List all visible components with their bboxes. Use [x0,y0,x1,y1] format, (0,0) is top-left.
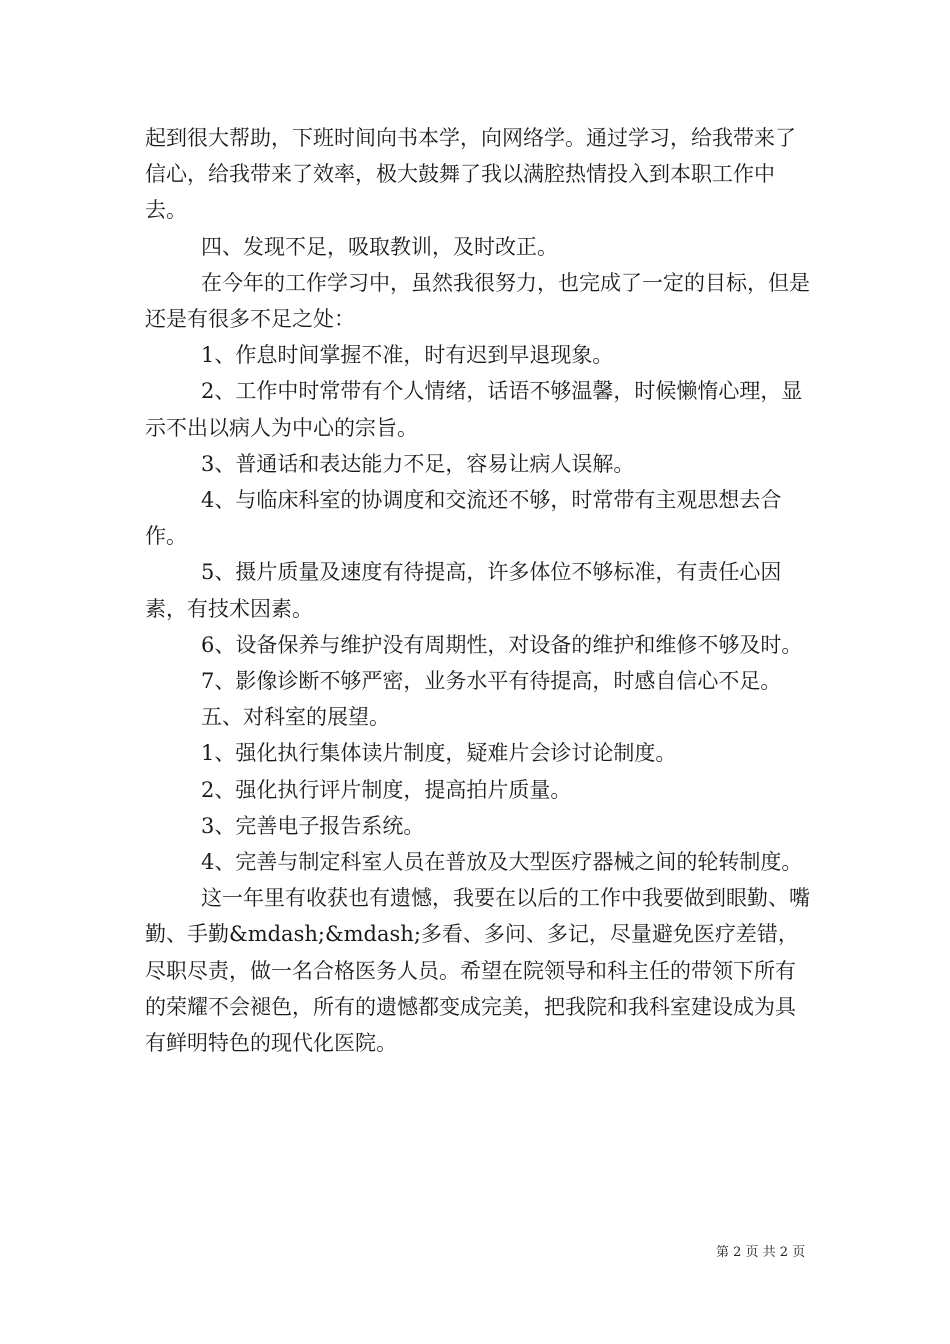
list-item-outlook-2: 2、强化执行评片制度，提高拍片质量。 [201,777,572,802]
list-item-shortcoming-4: 4、与临床科室的协调度和交流还不够，时常带有主观思想去合作。 [145,488,782,549]
section-heading-4: 四、发现不足，吸取教训，及时改正。 [201,234,558,259]
list-item-shortcoming-5: 5、摄片质量及速度有待提高，许多体位不够标准，有责任心因素，有技术因素。 [145,560,782,621]
paragraph-closing: 这一年里有收获也有遗憾，我要在以后的工作中我要做到眼勤、嘴勤、手勤&mdash;&mdash;多看、多问、多记，尽量避免医疗差错，尽职尽责，做一名合格医务人员。希望在院领导和科主任的带领下所有的荣耀不会褪色，所有的遗憾都变成完美，把我院和我科室建设成为具有鲜明特色的现代化医院。 [145,886,810,1056]
list-item-shortcoming-6: 6、设备保养与维护没有周期性，对设备的维护和维修不够及时。 [201,632,803,657]
list-item-shortcoming-2: 2、工作中时常带有个人情绪，话语不够温馨，时候懒惰心理，显示不出以病人为中心的宗旨。 [145,379,803,440]
list-item-shortcoming-3: 3、普通话和表达能力不足，容易让病人误解。 [201,451,635,476]
section-heading-5: 五、对科室的展望。 [201,705,390,730]
document-body [145,120,810,1061]
list-item-outlook-1: 1、强化执行集体读片制度，疑难片会诊讨论制度。 [201,741,677,766]
list-item-shortcoming-7: 7、影像诊断不够严密，业务水平有待提高，时感自信心不足。 [201,669,782,694]
paragraph-shortcomings-intro: 在今年的工作学习中，虽然我很努力，也完成了一定的目标，但是还是有很多不足之处： [145,270,810,332]
paragraph-continuation: 起到很大帮助，下班时间向书本学，向网络学。通过学习，给我带来了信心，给我带来了效率，极大鼓舞了我以满腔热情投入到本职工作中去。 [145,126,796,223]
list-item-outlook-3: 3、完善电子报告系统。 [201,813,425,838]
page-number-footer: 第 2 页 共 2 页 [716,1245,806,1260]
list-item-shortcoming-1: 1、作息时间掌握不准，时有迟到早退现象。 [201,343,614,368]
list-item-outlook-4: 4、完善与制定科室人员在普放及大型医疗器械之间的轮转制度。 [201,850,803,875]
